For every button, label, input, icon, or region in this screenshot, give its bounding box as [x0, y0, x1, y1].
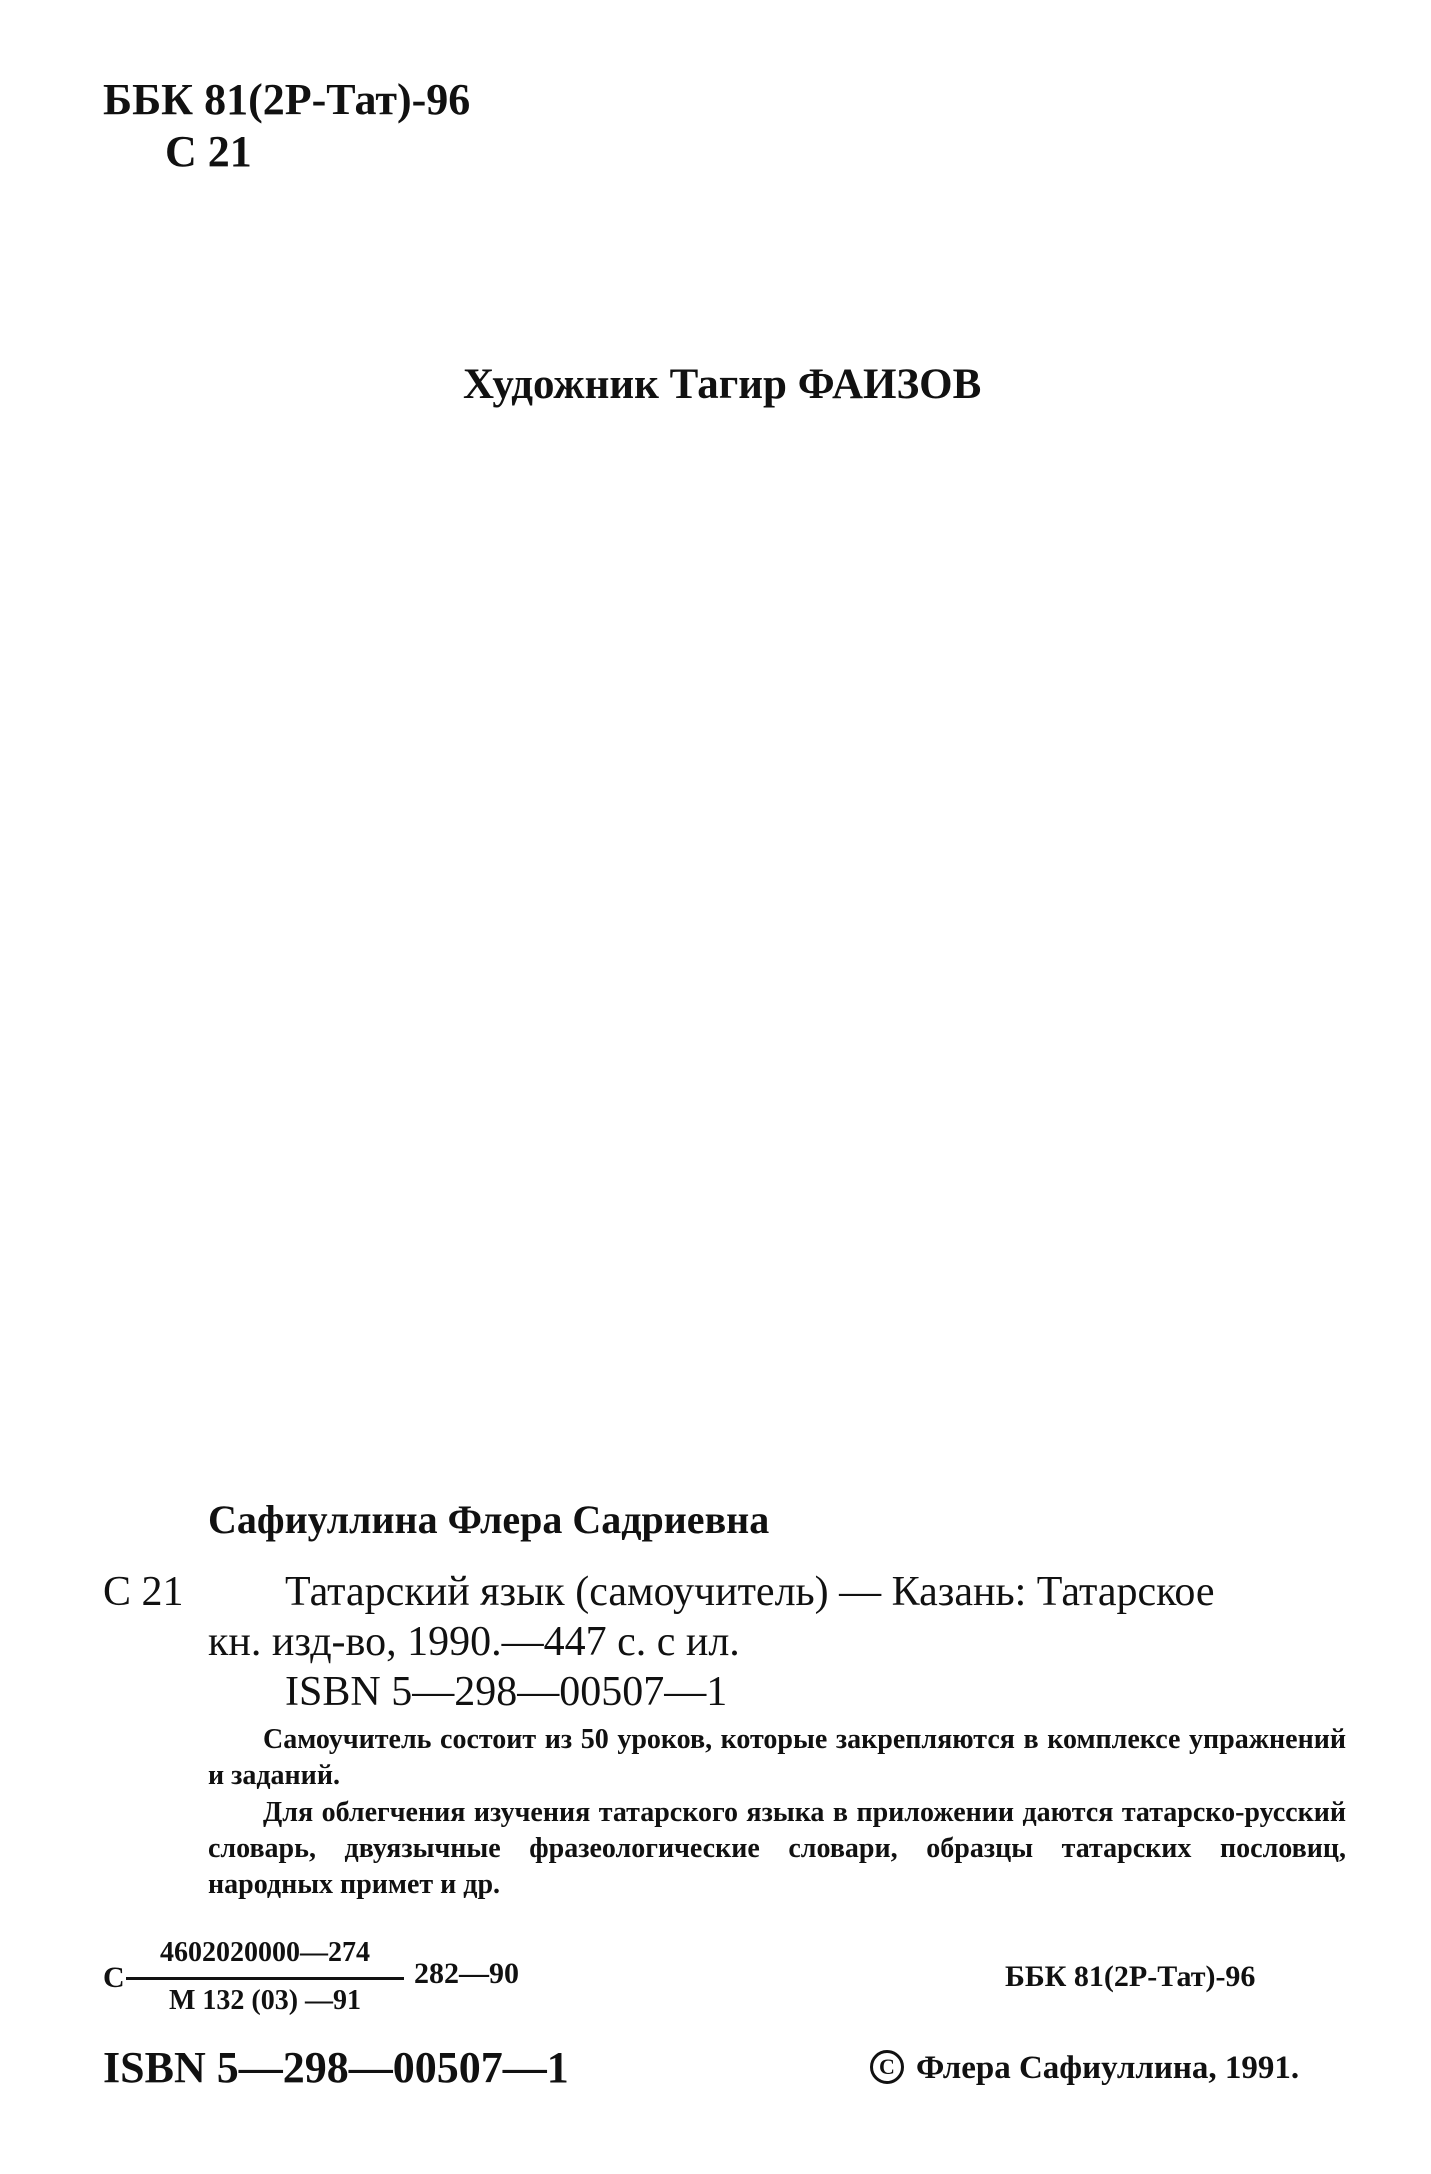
description-paragraph: Для облегчения изучения татарского языка в приложении даются татарско-русский словарь, двуязычные фразеологические словари, образцы татарских пословиц, народных примет и др. [208, 1797, 1346, 1900]
artist-credit: Художник Тагир ФАИЗОВ [463, 361, 982, 408]
author-name: Сафиуллина Флера Садриевна [208, 1497, 770, 1542]
copyright-icon: C [870, 2050, 904, 2084]
index-denominator: М 132 (03) —91 [168, 1985, 362, 2016]
book-title-line: Татарский язык (самоучитель) — Казань: Татарское [285, 1569, 1215, 1615]
index-prefix: С [103, 1961, 125, 1994]
fraction-bar [126, 1977, 404, 1980]
index-numerator: 4602020000—274 [160, 1937, 370, 1968]
author-mark: С 21 [165, 127, 252, 176]
catalog-isbn: ISBN 5—298—00507—1 [285, 1669, 728, 1715]
copyright-text: Флера Сафиуллина, 1991. [916, 2050, 1300, 2086]
index-suffix: 282—90 [414, 1957, 519, 1990]
catalog-code: С 21 [103, 1569, 184, 1615]
copyright-notice [870, 2050, 1299, 2087]
publication-details: кн. изд-во, 1990.—447 с. с ил. [208, 1619, 740, 1665]
footer-isbn: ISBN 5—298—00507—1 [103, 2043, 569, 2092]
bbk-classification: ББК 81(2Р-Тат)-96 [103, 75, 471, 124]
bbk-classification-bottom: ББК 81(2Р-Тат)-96 [1005, 1960, 1256, 1993]
description-paragraph: Самоучитель состоит из 50 уроков, которые закрепляются в комплексе упражнений и заданий. [208, 1724, 1346, 1791]
